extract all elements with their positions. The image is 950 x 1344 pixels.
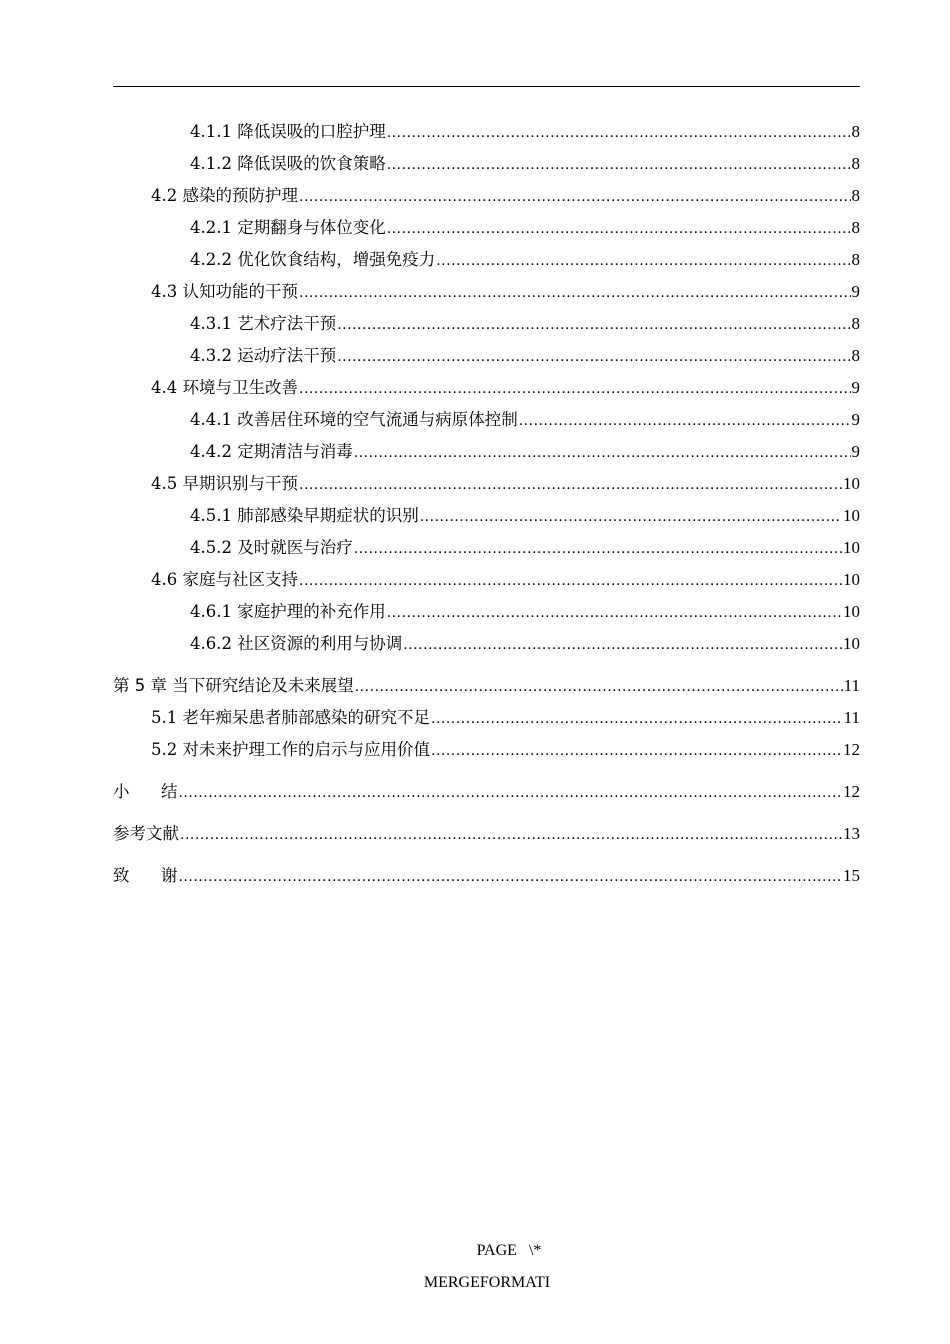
toc-entry-4-3[interactable] [113,276,860,308]
table-of-contents [113,116,860,892]
dot-leader [403,628,842,661]
toc-entry-label: 4.6.2 社区资源的利用与协调 [190,634,403,653]
footer-mergeformat-field: MERGEFORMATI [423,1274,551,1291]
dot-leader [387,148,851,181]
toc-entry-label: 4.2 感染的预防护理 [151,186,298,205]
dot-leader [178,776,842,809]
toc-entry-label: 4.4.2 定期清洁与消毒 [190,442,353,461]
toc-entry-page: 10 [843,634,860,653]
toc-entry-page: 9 [851,410,860,429]
toc-entry-page: 10 [843,538,860,557]
toc-entry-label: 4.3 认知功能的干预 [151,282,298,301]
toc-entry-label: 4.1.2 降低误吸的饮食策略 [190,154,386,173]
toc-entry-4-4-2[interactable] [113,436,860,468]
toc-entry-label: 4.1.1 降低误吸的口腔护理 [190,122,386,141]
toc-entry-label: 4.5.1 肺部感染早期症状的识别 [190,506,419,525]
dot-leader [354,436,851,469]
dot-leader [436,244,850,277]
toc-entry-label: 4.6.1 家庭护理的补充作用 [190,602,386,621]
toc-entry-label: 4.2.2 优化饮食结构，增强免疫力 [190,250,436,269]
toc-entry-label: 4.3.2 运动疗法干预 [190,346,337,365]
toc-entry-label: 4.6 家庭与社区支持 [151,570,298,589]
dot-leader [387,212,851,245]
dot-leader [337,308,850,341]
toc-entry-page: 11 [843,676,860,695]
toc-entry-label: 第 5 章 当下研究结论及未来展望 [113,676,354,695]
toc-entry-4-3-1[interactable] [113,308,860,340]
toc-entry-page: 10 [843,474,860,493]
header-rule [113,86,860,87]
toc-entry-label: 4.5.2 及时就医与治疗 [190,538,353,557]
toc-entry-4-4[interactable] [113,372,860,404]
toc-entry-page: 10 [843,602,860,621]
dot-leader [299,180,851,213]
toc-entry-label: 致 谢 [113,866,178,885]
toc-entry-page: 13 [843,824,860,843]
toc-entry-5-2[interactable] [113,734,860,766]
toc-entry-4-5-1[interactable] [113,500,860,532]
toc-entry-4-1-1[interactable] [113,116,860,148]
dot-leader [387,596,842,629]
toc-entry-4-5[interactable] [113,468,860,500]
footer-page-field: PAGE \* [476,1242,542,1259]
dot-leader [337,340,850,373]
toc-entry-page: 10 [843,506,860,525]
toc-entry-page: 8 [851,250,860,269]
toc-entry-page: 10 [843,570,860,589]
dot-leader [431,734,842,767]
toc-entry-5-1[interactable] [113,702,860,734]
toc-entry-4-5-2[interactable] [113,532,860,564]
dot-leader [299,468,842,501]
toc-entry-page: 8 [851,122,860,141]
toc-entry-4-2-2[interactable] [113,244,860,276]
toc-entry-4-2-1[interactable] [113,212,860,244]
toc-entry-label: 5.1 老年痴呆患者肺部感染的研究不足 [151,708,430,727]
toc-entry-page: 11 [843,708,860,727]
toc-entry-label: 4.4.1 改善居住环境的空气流通与病原体控制 [190,410,518,429]
toc-entry-chapter-5[interactable] [113,670,860,702]
toc-entry-page: 9 [851,378,860,397]
toc-entry-summary[interactable] [113,776,860,808]
toc-entry-page: 9 [851,282,860,301]
dot-leader [431,702,843,735]
toc-entry-page: 8 [851,218,860,237]
dot-leader [420,500,842,533]
toc-entry-page: 8 [851,314,860,333]
toc-entry-page: 15 [843,866,860,885]
toc-entry-label: 5.2 对未来护理工作的启示与应用价值 [151,740,430,759]
dot-leader [519,404,851,437]
dot-leader [387,116,851,149]
toc-entry-page: 8 [851,186,860,205]
toc-entry-page: 12 [843,782,860,801]
toc-entry-label: 4.3.1 艺术疗法干预 [190,314,337,333]
dot-leader [178,860,842,893]
toc-entry-page: 8 [851,346,860,365]
toc-entry-label: 4.4 环境与卫生改善 [151,378,298,397]
toc-entry-label: 小 结 [113,782,178,801]
dot-leader [299,276,851,309]
dot-leader [354,532,842,565]
dot-leader [355,670,843,703]
toc-entry-4-6[interactable] [113,564,860,596]
dot-leader [180,818,842,851]
toc-entry-4-1-2[interactable] [113,148,860,180]
toc-entry-label: 4.2.1 定期翻身与体位变化 [190,218,386,237]
toc-entry-4-3-2[interactable] [113,340,860,372]
toc-entry-label: 参考文献 [113,824,179,843]
toc-entry-4-6-2[interactable] [113,628,860,660]
dot-leader [299,372,851,405]
dot-leader [299,564,842,597]
toc-entry-acknowledgements[interactable] [113,860,860,892]
toc-entry-4-4-1[interactable] [113,404,860,436]
toc-entry-page: 9 [851,442,860,461]
toc-entry-page: 8 [851,154,860,173]
toc-entry-label: 4.5 早期识别与干预 [151,474,298,493]
toc-entry-4-2[interactable] [113,180,860,212]
toc-entry-4-6-1[interactable] [113,596,860,628]
toc-entry-page: 12 [843,740,860,759]
toc-entry-references[interactable] [113,818,860,850]
